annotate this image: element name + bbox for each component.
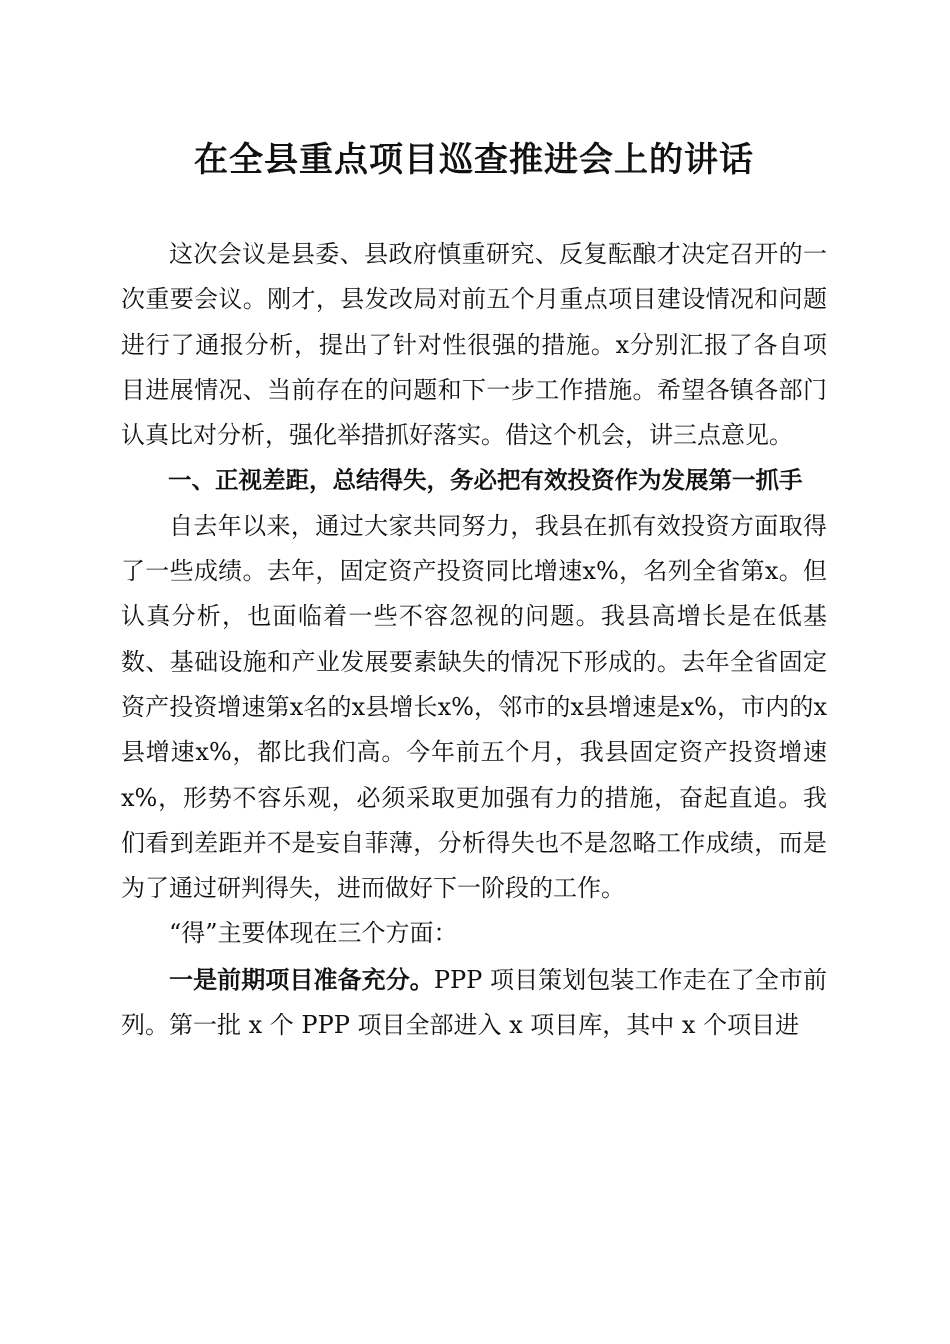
gains-intro-paragraph: “得”主要体现在三个方面： <box>169 919 458 948</box>
document-body <box>121 232 827 1048</box>
point-1-text: PPP 项目策划包装工作走在了全市前列。第一批 x 个 PPP 项目全部进入 x 项目库，其中 x 个项目进 <box>121 965 828 1040</box>
intro-paragraph: 这次会议是县委、县政府慎重研究、反复酝酿才决定召开的一次重要会议。刚才，县发改局对前五个月重点项目建设情况和问题进行了通报分析，提出了针对性很强的措施。x分别汇报了各自项目进展情况、当前存在的问题和下一步工作措施。希望各镇各部门认真比对分析，强化举措抓好落实。借这个机会，讲三点意见。 <box>121 240 827 450</box>
section-1-paragraph: 自去年以来，通过大家共同努力，我县在抓有效投资方面取得了一些成绩。去年，固定资产投资同比增速x%，名列全省第x。但认真分析，也面临着一些不容忽视的问题。我县高增长是在低基数、基础设施和产业发展要素缺失的情况下形成的。去年全省固定资产投资增速第x名的x县增长x%，邻市的x县增速是x%，市内的x县增速x%，都比我们高。今年前五个月，我县固定资产投资增速x%，形势不容乐观，必须采取更加强有力的措施，奋起直追。我们看到差距并不是妄自菲薄，分析得失也不是忽略工作成绩，而是为了通过研判得失，进而做好下一阶段的工作。 <box>121 511 827 903</box>
point-1-paragraph <box>121 957 827 1049</box>
document-title: 在全县重点项目巡查推进会上的讲话 <box>194 140 754 180</box>
point-1-lead: 一是前期项目准备充分。 <box>169 964 434 994</box>
section-heading-1: 一、正视差距，总结得失，务必把有效投资作为发展第一抓手 <box>168 466 803 495</box>
